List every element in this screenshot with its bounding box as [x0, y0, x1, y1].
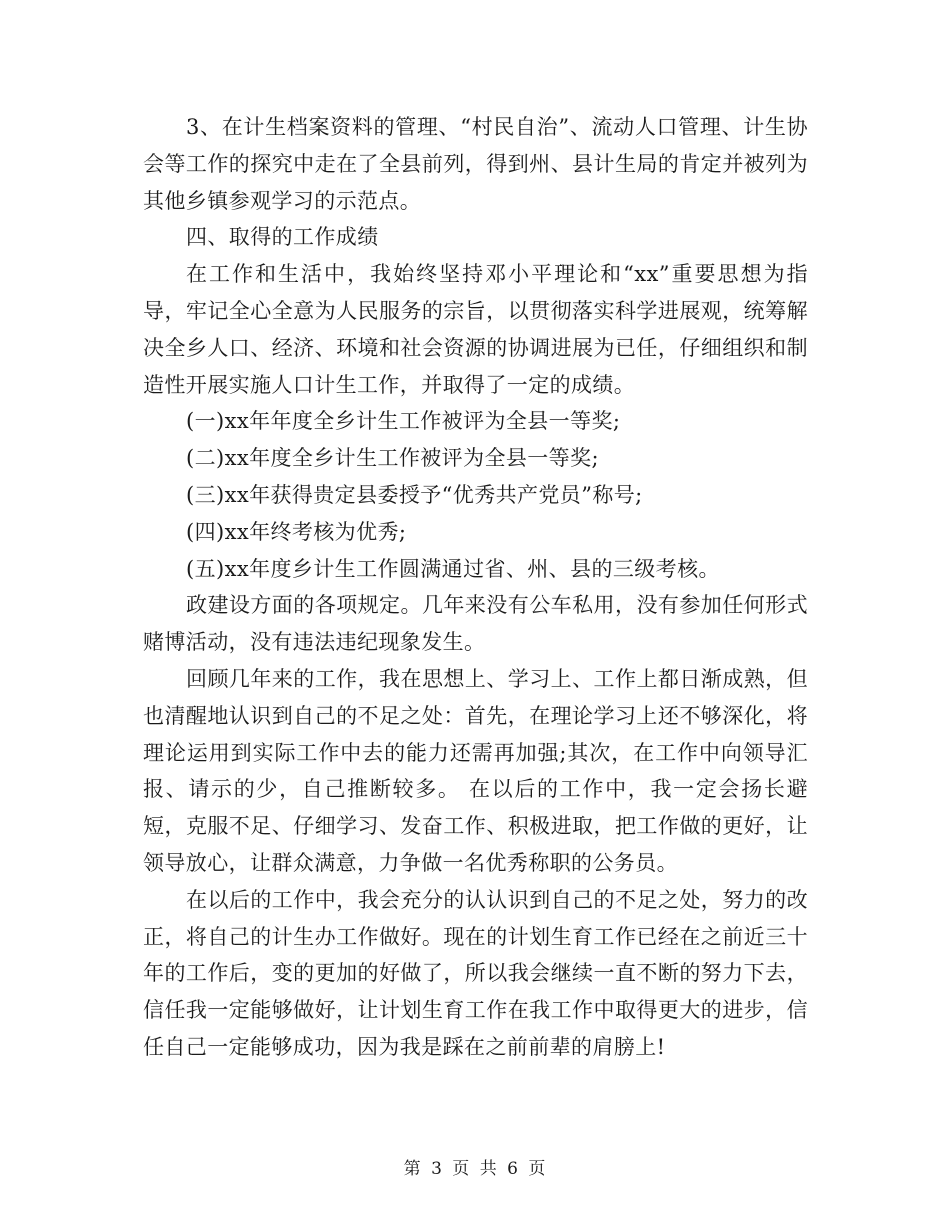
paragraph-self-review: 回顾几年来的工作，我在思想上、学习上、工作上都日渐成熟，但也清醒地认识到自己的不足之处：首先，在理论学习上还不够深化，将理论运用到实际工作中去的能力还需再加强;其次，在工作中向领导汇报、请示的少，自己推断较多。 在以后的工作中，我一定会扬长避短，克服不足、仔细学习、发奋工作、积极进取，把工作做的更好，让领导放心，让群众满意，力争做一名优秀称职的公务员。 [143, 666, 808, 875]
list-item-achievement-1: (一)xx年年度全乡计生工作被评为全县一等奖; [186, 409, 621, 434]
page-number-footer: 第 3 页 共 6 页 [403, 1159, 547, 1179]
document-body [143, 109, 808, 1066]
section-heading-achievements: 四、取得的工作成绩 [186, 225, 379, 250]
paragraph-future-plans: 在以后的工作中，我会充分的认认识到自己的不足之处，努力的改正，将自己的计生办工作做好。现在的计划生育工作已经在之前近三十年的工作后，变的更加的好做了，所以我会继续一直不断的努力下去，信任我一定能够做好，让计划生育工作在我工作中取得更大的进步，信任自己一定能够成功，因为我是踩在之前前辈的肩膀上! [143, 887, 808, 1059]
list-item-achievement-2: (二)xx年度全乡计生工作被评为全县一等奖; [186, 446, 599, 471]
paragraph-work-summary: 在工作和生活中，我始终坚持邓小平理论和“xx”重要思想为指导，牢记全心全意为人民服务的宗旨，以贯彻落实科学进展观，统筹解决全乡人口、经济、环境和社会资源的协调进展为已任，仔细组织和制造性开展实施人口计生工作，并取得了一定的成绩。 [143, 262, 808, 397]
paragraph-archive-management: 3、在计生档案资料的管理、“村民自治”、流动人口管理、计生协会等工作的探究中走在了全县前列，得到州、县计生局的肯定并被列为其他乡镇参观学习的示范点。 [143, 115, 808, 213]
list-item-achievement-3: (三)xx年获得贵定县委授予“优秀共产党员”称号; [186, 482, 643, 507]
list-item-achievement-4: (四)xx年终考核为优秀; [186, 519, 407, 544]
paragraph-integrity: 政建设方面的各项规定。几年来没有公车私用，没有参加任何形式赌博活动，没有违法违纪现象发生。 [143, 593, 808, 655]
list-item-achievement-5: (五)xx年度乡计生工作圆满通过省、州、县的三级考核。 [186, 556, 720, 581]
